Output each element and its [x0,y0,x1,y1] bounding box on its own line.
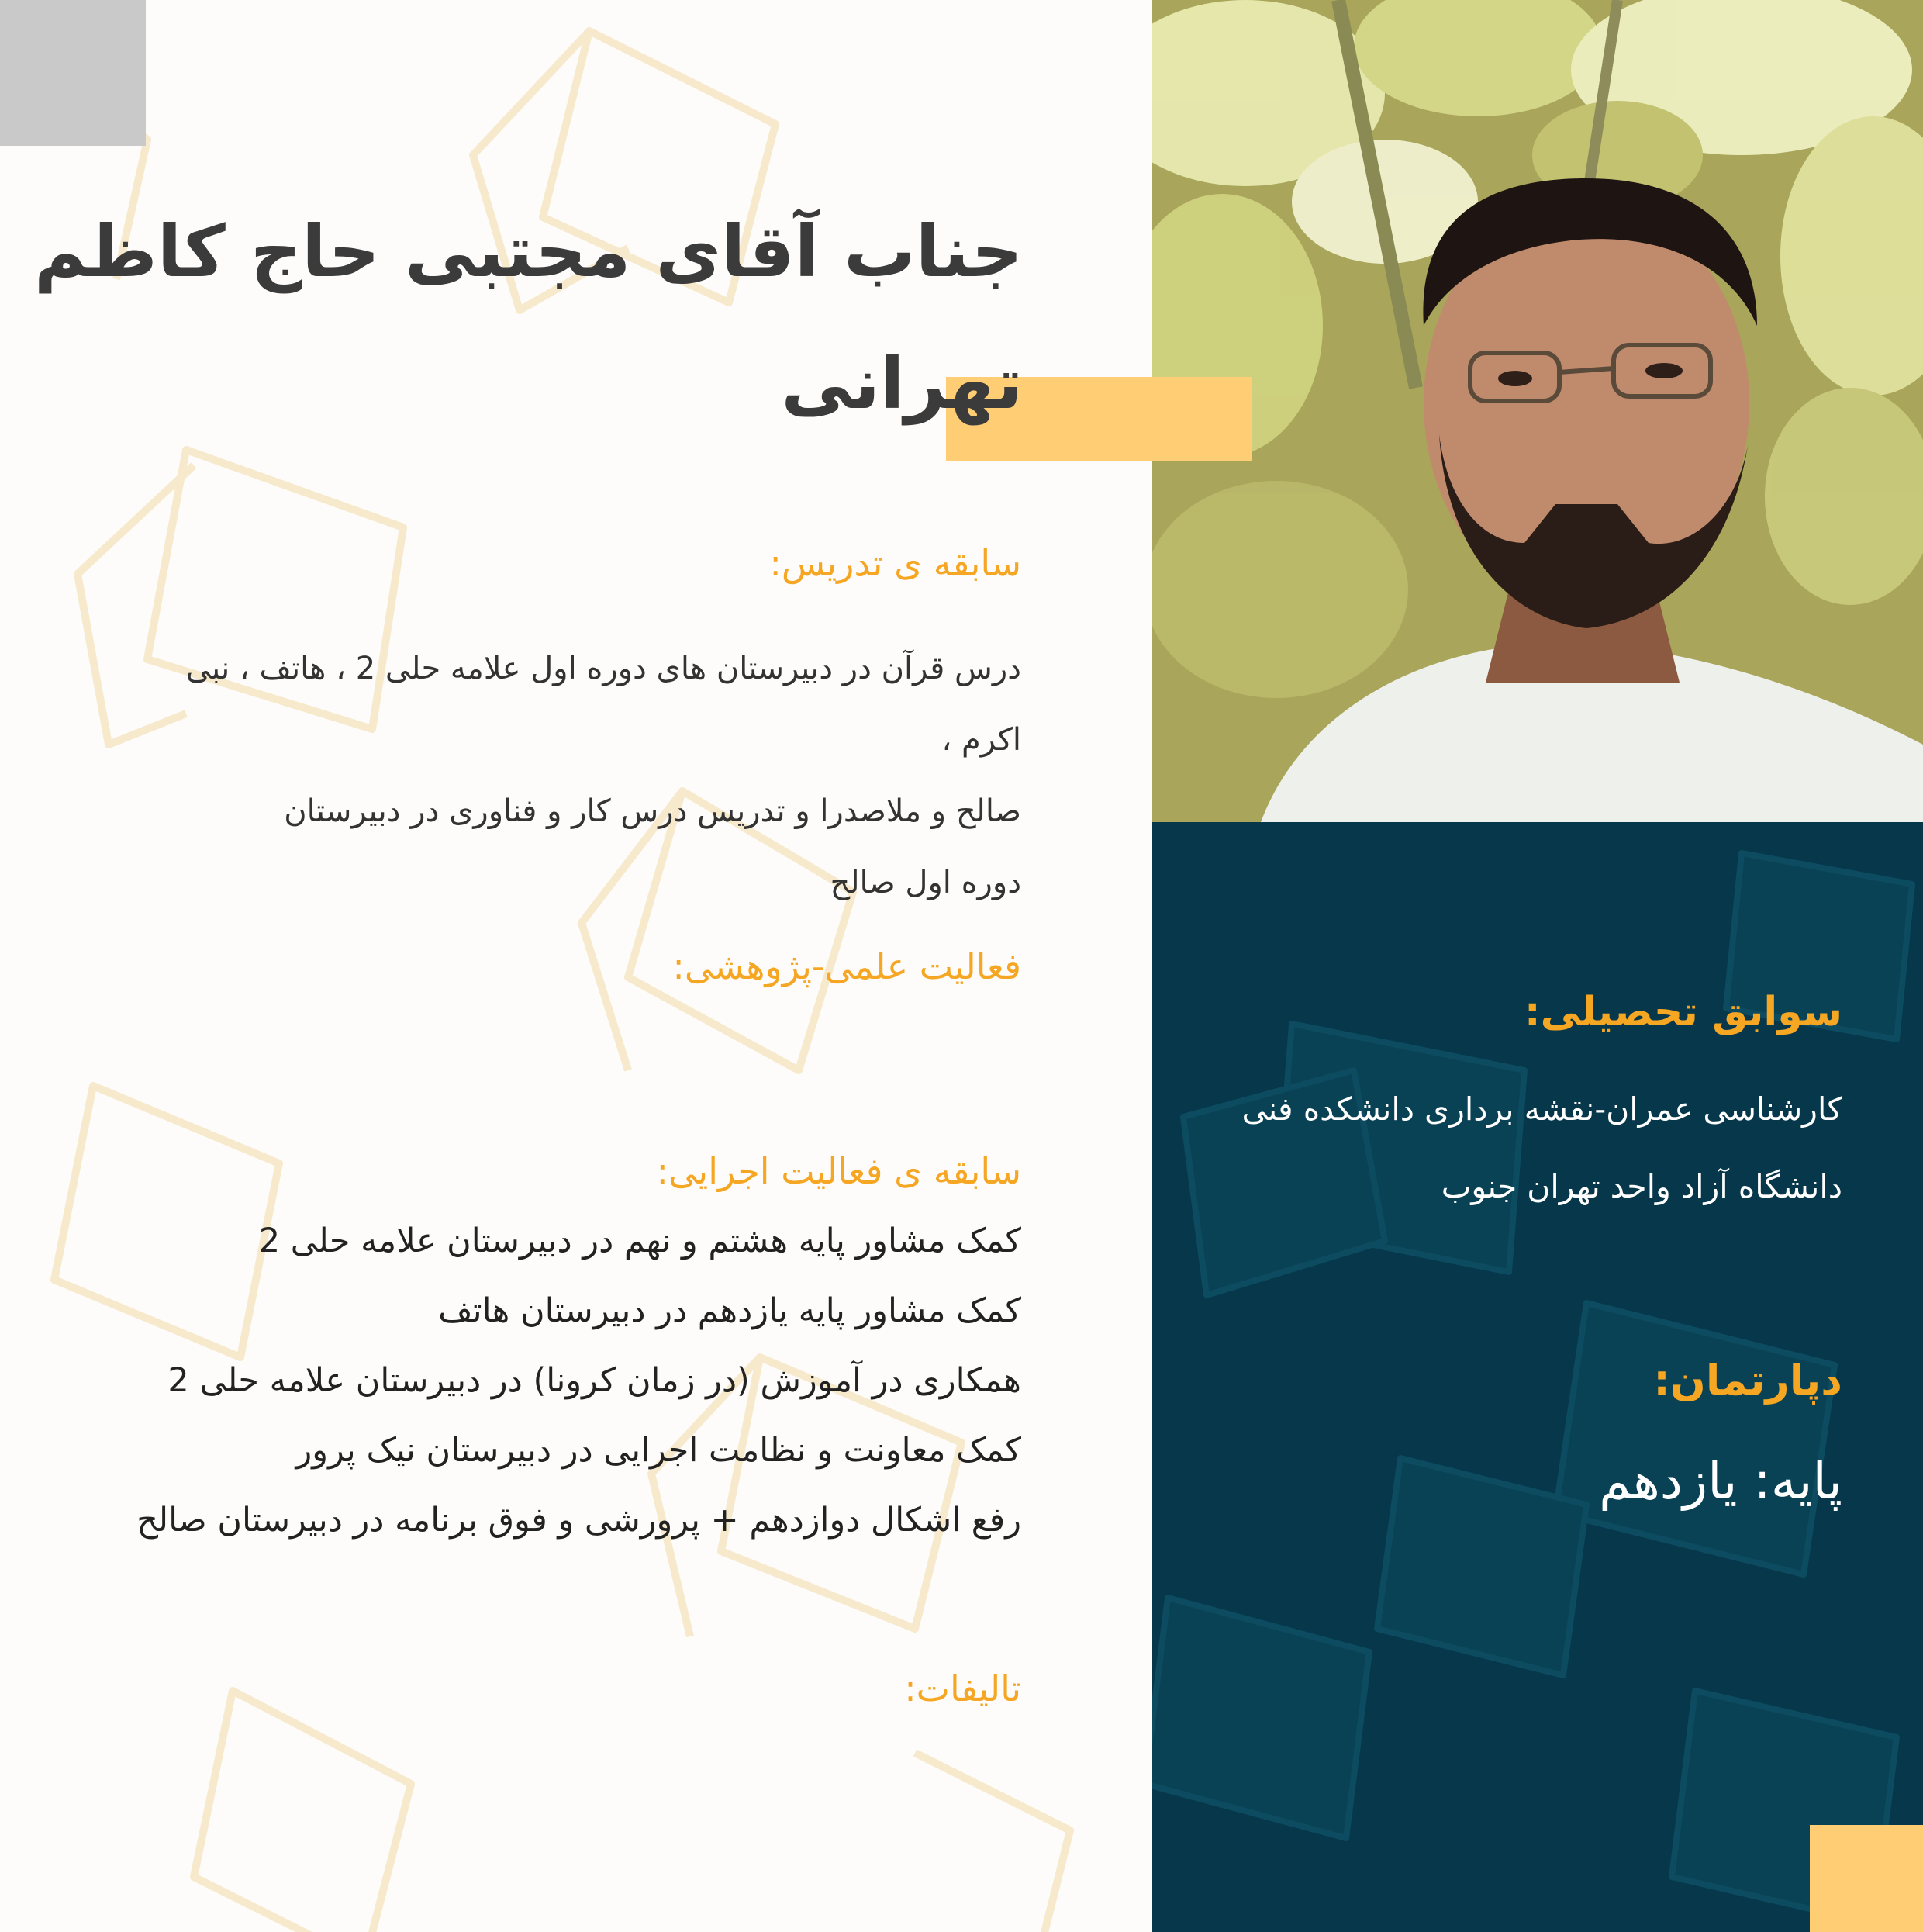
book-shape-icon [1555,1303,1835,1574]
executive-heading: سابقه ی فعالیت اجرایی: [656,1150,1021,1192]
portrait-image [1152,0,1923,822]
accent-block-bottom [1810,1825,1923,1932]
education-line: دانشگاه آزاد واحد تهران جنوب [1441,1168,1842,1205]
book-outline-icon [194,1691,411,1932]
department-heading: دپارتمان: [1653,1356,1842,1405]
teaching-line: دوره اول صالح [830,865,1021,900]
teacher-photo [1152,0,1923,822]
research-heading: فعالیت علمی-پژوهشی: [672,945,1021,987]
book-outline-icon [915,1753,1070,1932]
book-shape-icon [1152,1598,1369,1838]
executive-list [91,1206,1021,1555]
teaching-line: درس قرآن در دبیرستان های دوره اول علامه حلی 2 ، هاتف ، نبی اکرم ، [185,651,1021,758]
teaching-history-text [168,633,1021,918]
executive-item: رفع اشکال دوازدهم + پرورشی و فوق برنامه در دبیرستان صالح [136,1501,1021,1540]
publications-heading: تالیفات: [904,1668,1021,1709]
education-text [1144,1070,1842,1225]
education-line: کارشناسی عمران-نقشه برداری دانشکده فنی [1241,1090,1842,1128]
executive-item: کمک مشاور پایه هشتم و نهم در دبیرستان علامه حلی 2 [258,1222,1021,1260]
gray-corner-block [0,0,146,146]
teaching-history-heading: سابقه ی تدریس: [769,542,1021,584]
executive-item: کمک مشاور پایه یازدهم در دبیرستان هاتف [438,1291,1021,1330]
education-heading: سوابق تحصیلی: [1524,989,1842,1035]
teaching-line: صالح و ملاصدرا و تدریس درس کار و فناوری در دبیرستان [284,793,1021,829]
teacher-name-title: جناب آقای مجتبی حاج کاظم تهرانی [33,210,1023,425]
department-value: پایه: یازدهم [1599,1451,1842,1511]
executive-item: همکاری در آموزش (در زمان کرونا) در دبیرستان علامه حلی 2 [167,1361,1021,1400]
executive-item: کمک معاونت و نظامت اجرایی در دبیرستان نیک پرور [295,1431,1021,1470]
